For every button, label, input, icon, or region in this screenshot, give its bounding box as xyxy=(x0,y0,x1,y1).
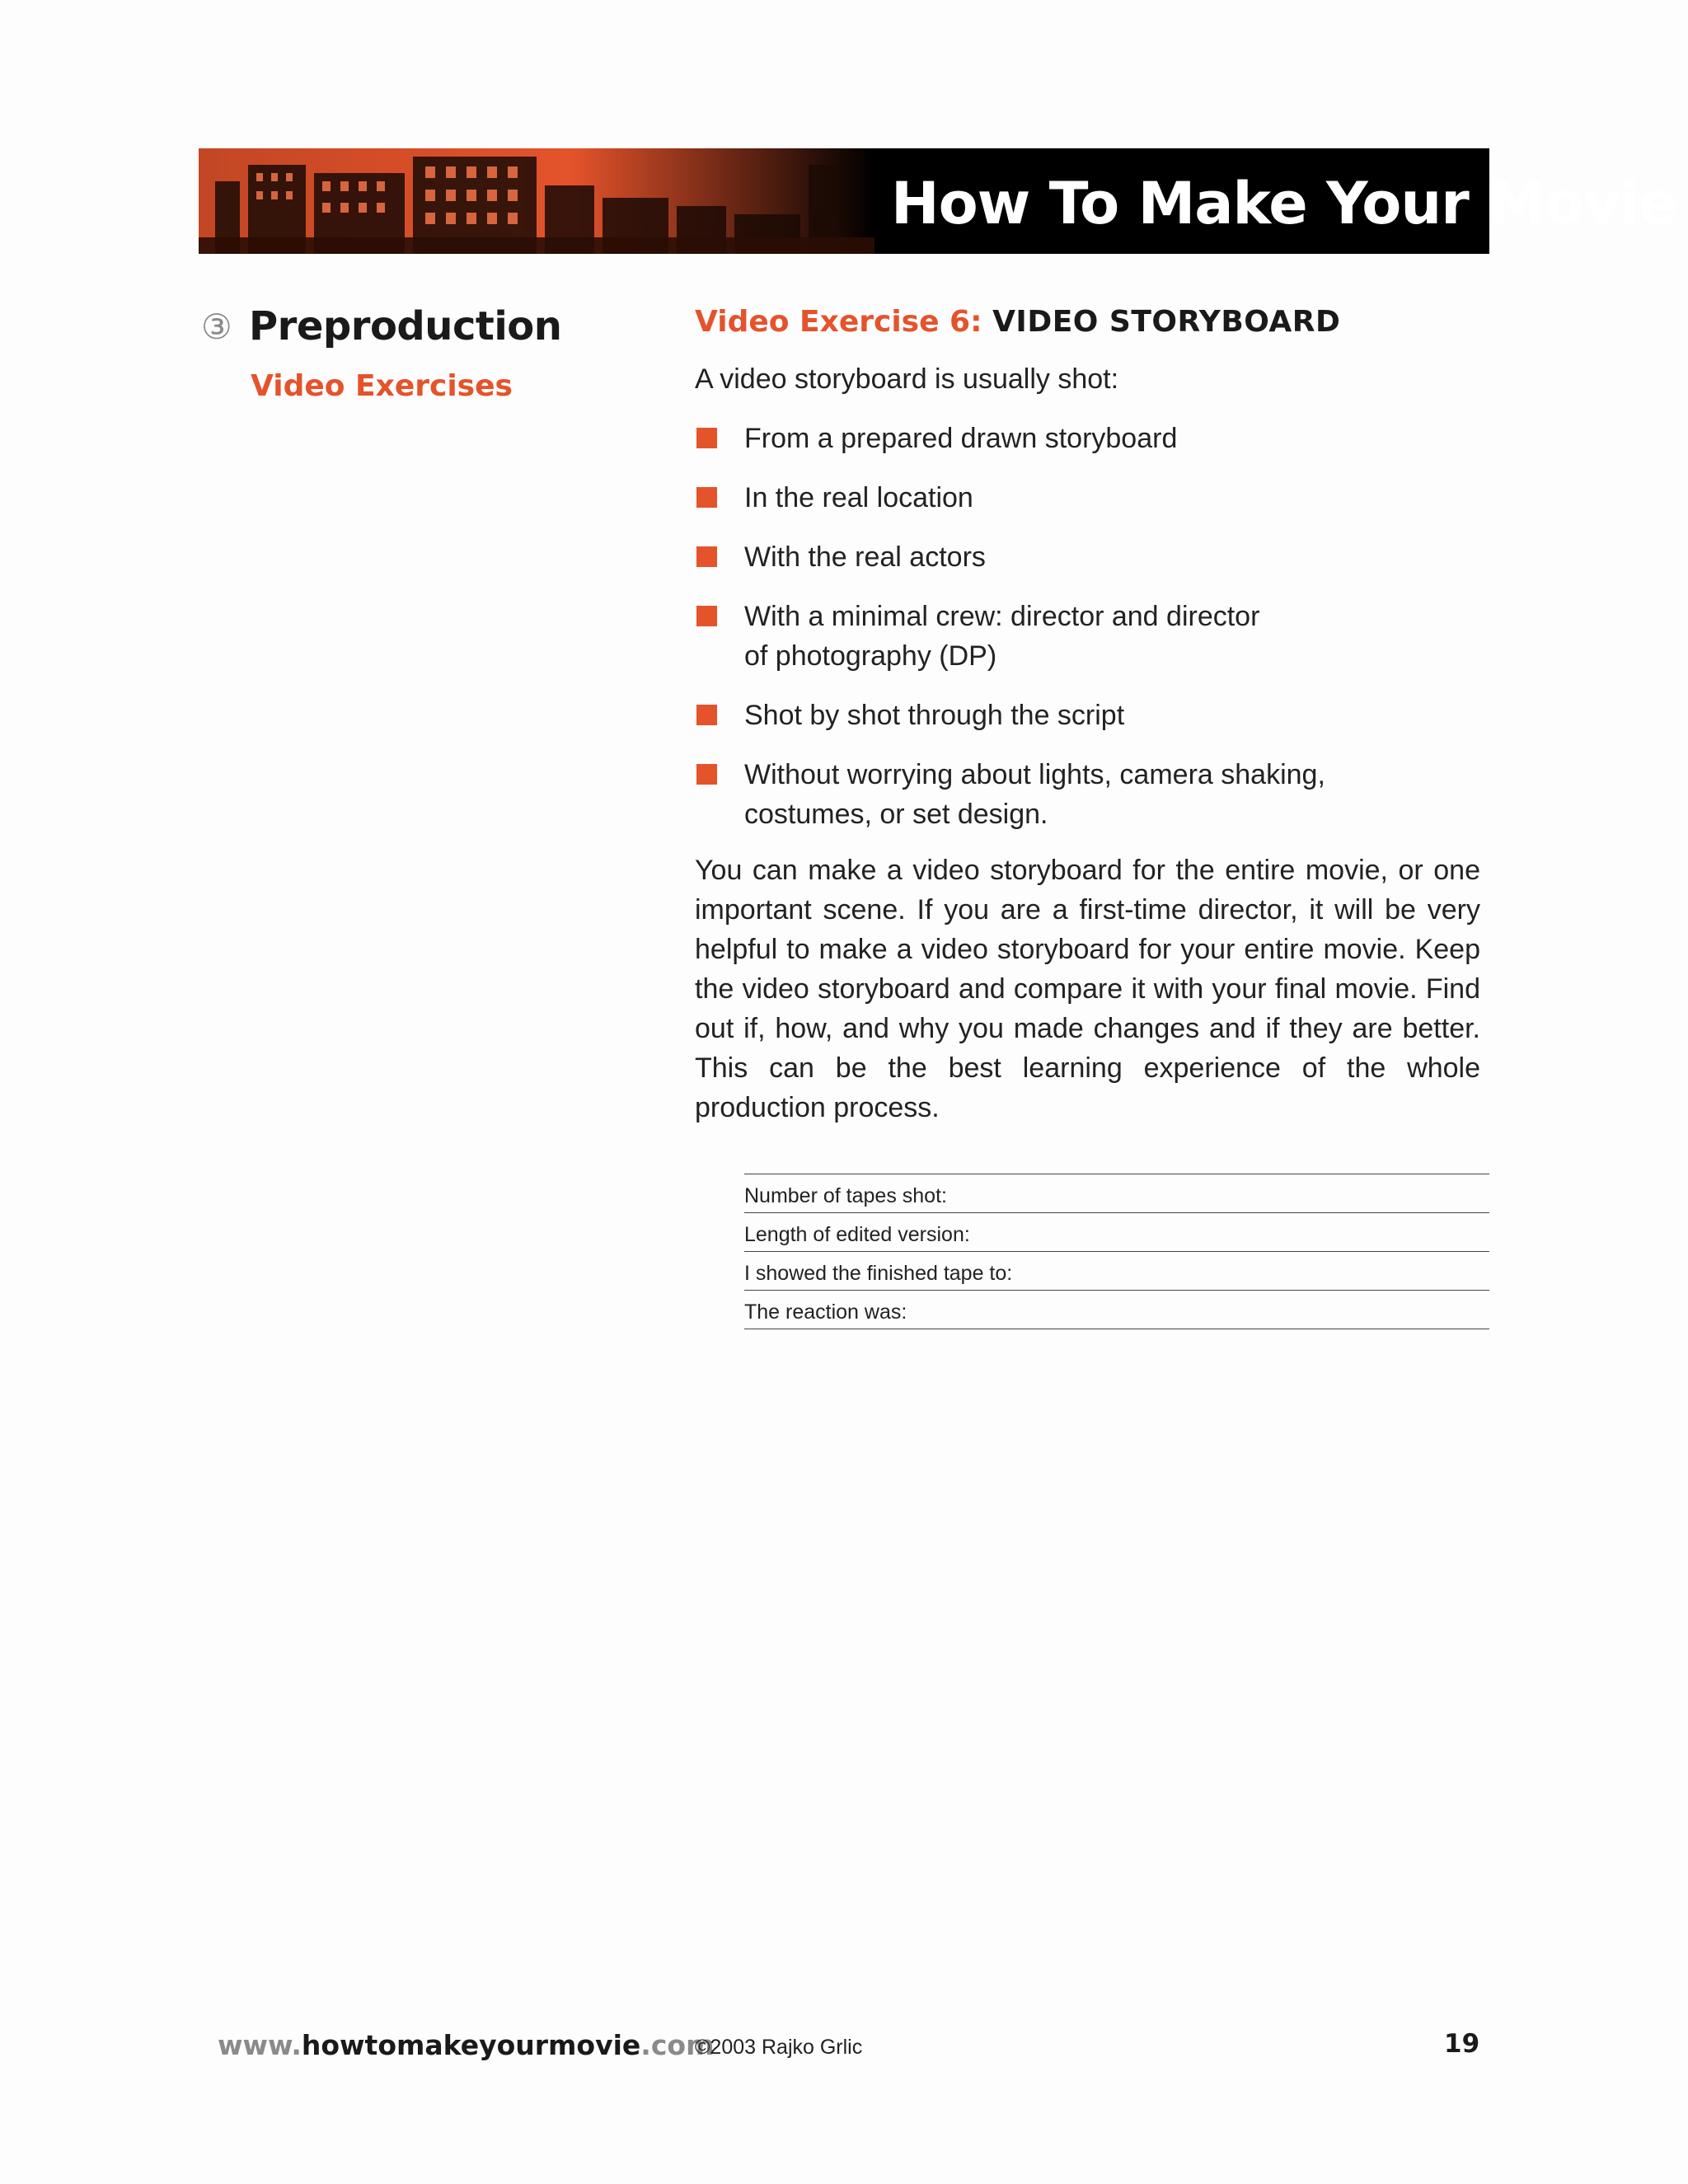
city-street-photo xyxy=(199,148,874,254)
url-suffix: .com xyxy=(640,2029,715,2061)
section-heading xyxy=(201,303,561,349)
form-field-tapes-shot[interactable]: Number of tapes shot: xyxy=(744,1174,1489,1213)
bullet-square-icon xyxy=(696,546,717,567)
list-item-text: Shot by shot through the script xyxy=(744,700,1125,731)
list-item-text: With a minimal crew: director and director xyxy=(744,601,1260,632)
exercise-intro: A video storyboard is usually shot: xyxy=(695,363,1119,395)
exercise-label: Video Exercise 6: xyxy=(695,305,982,339)
fill-in-form xyxy=(744,1174,1489,1329)
list-item xyxy=(695,419,1482,458)
list-item xyxy=(695,755,1482,834)
banner-title: How To Make Your Movie xyxy=(891,170,1677,237)
bullet-square-icon xyxy=(696,606,717,626)
form-field-edited-length[interactable]: Length of edited version: xyxy=(744,1213,1489,1252)
url-prefix: www. xyxy=(218,2029,302,2061)
header-banner xyxy=(199,148,1677,254)
form-field-reaction[interactable]: The reaction was: xyxy=(744,1291,1489,1329)
list-item-text: of photography (DP) xyxy=(744,640,997,672)
bullet-list xyxy=(695,419,1482,834)
exercise-heading xyxy=(695,302,1482,343)
list-item-text: In the real location xyxy=(744,482,973,513)
exercise-name: VIDEO STORYBOARD xyxy=(992,305,1341,339)
list-item-text: Without worrying about lights, camera shaking, xyxy=(744,759,1325,790)
list-item-text: costumes, or set design. xyxy=(744,799,1048,830)
bullet-square-icon xyxy=(696,487,717,508)
list-item xyxy=(695,696,1482,735)
list-item-text: With the real actors xyxy=(744,541,986,573)
bullet-square-icon xyxy=(696,705,717,725)
subsection-title: Video Exercises xyxy=(251,369,513,403)
form-field-showed-to[interactable]: I showed the finished tape to: xyxy=(744,1252,1489,1291)
main-content xyxy=(695,302,1482,1155)
list-item-text: From a prepared drawn storyboard xyxy=(744,423,1178,454)
section-title: Preproduction xyxy=(249,303,562,349)
page-number: 19 xyxy=(1444,2029,1480,2059)
copyright: ©2003 Rajko Grlic xyxy=(695,2036,863,2059)
bullet-square-icon xyxy=(696,428,717,448)
bullet-square-icon xyxy=(696,764,717,785)
section-number: ③ xyxy=(201,306,232,347)
body-paragraph: You can make a video storyboard for the entire movie, or one important scene. If you are a first-time director, it will be very helpful to make a video storyboard for your entire movie. Keep the video storyboard and compare it with your final movie. Find out if, how, and why you made changes and if they are better. This can be the best learning experience of the whole production process. xyxy=(695,855,1480,1123)
list-item xyxy=(695,478,1482,518)
list-item xyxy=(695,537,1482,577)
list-item xyxy=(695,597,1482,676)
website-link[interactable] xyxy=(218,2029,714,2061)
url-domain: howtomakeyourmovie xyxy=(301,2029,641,2061)
